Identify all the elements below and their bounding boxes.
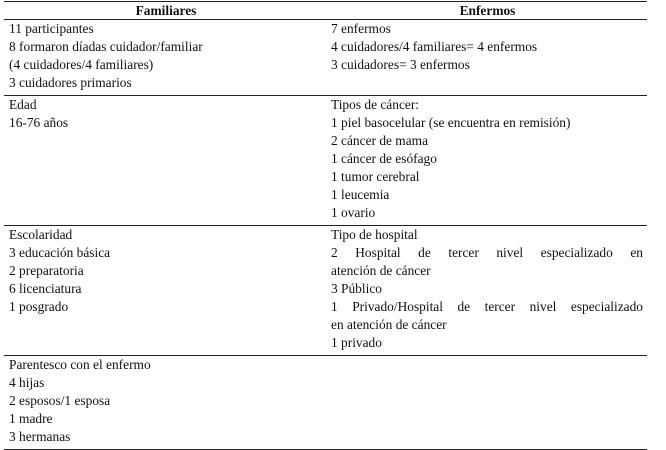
table-row (4, 356, 647, 450)
cell-tipo-hospital (328, 226, 647, 356)
participants-table (4, 1, 647, 450)
cell-line: 2 preparatoria (9, 263, 84, 278)
cell-line: (4 cuidadores/4 familiares) (9, 57, 154, 72)
cell-line: 3 hermanas (9, 429, 71, 444)
cell-parentesco (4, 356, 328, 450)
cell-line: 16-76 años (9, 115, 69, 130)
cell-line: 1 cáncer de esófago (331, 151, 437, 166)
cell-line: Parentesco con el enfermo (9, 357, 151, 372)
table-row (4, 226, 647, 356)
cell-line: 4 hijas (9, 375, 45, 390)
cell-escolaridad (4, 226, 328, 356)
cell-line: 11 participantes (9, 21, 94, 36)
cell-line: 3 cuidadores= 3 enfermos (331, 57, 470, 72)
cell-line: 1 leucemia (331, 187, 390, 202)
header-familiares: Familiares (4, 2, 328, 20)
cell-line: 1 madre (9, 411, 53, 426)
cell-line: Tipo de hospital (331, 227, 418, 242)
cell-tipos-cancer (328, 96, 647, 226)
table-row (4, 20, 647, 96)
cell-line: 3 educación básica (9, 245, 111, 260)
cell-line: 2 esposos/1 esposa (9, 393, 111, 408)
table-row (4, 96, 647, 226)
cell-line: 1 ovario (331, 205, 376, 220)
cell-edad (4, 96, 328, 226)
cell-line: 3 Público (331, 281, 382, 296)
cell-line: 1 piel basocelular (se encuentra en remisión) (331, 115, 571, 130)
cell-line: 8 formaron díadas cuidador/familiar (9, 39, 203, 54)
cell-line: 2 Hospital de tercer nivel especializado en (331, 245, 643, 260)
cell-line: 4 cuidadores/4 familiares= 4 enfermos (331, 39, 538, 54)
cell-line: 1 tumor cerebral (331, 169, 420, 184)
cell-line: 3 cuidadores primarios (9, 75, 132, 90)
cell-participantes (4, 20, 328, 96)
cell-line: Escolaridad (9, 227, 73, 242)
cell-line: atención de cáncer (331, 263, 431, 278)
cell-line: 1 Privado/Hospital de tercer nivel especializado (331, 299, 643, 314)
cell-line: Edad (9, 97, 37, 112)
cell-empty (328, 356, 647, 450)
cell-line: 2 cáncer de mama (331, 133, 429, 148)
header-enfermos: Enfermos (328, 2, 647, 20)
cell-line: 1 posgrado (9, 299, 69, 314)
cell-enfermos (328, 20, 647, 96)
cell-line: 6 licenciatura (9, 281, 82, 296)
cell-line: 7 enfermos (331, 21, 391, 36)
cell-line: en atención de cáncer (331, 317, 447, 332)
cell-line: Tipos de cáncer: (331, 97, 420, 112)
cell-line: 1 privado (331, 335, 382, 350)
header-row (4, 2, 647, 20)
